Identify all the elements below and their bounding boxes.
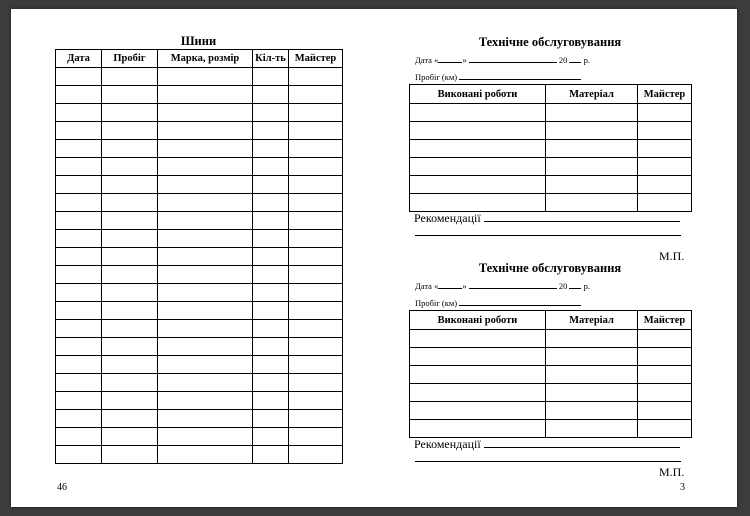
tyres-cell[interactable] (56, 68, 102, 86)
tyres-cell[interactable] (158, 338, 253, 356)
tyres-cell[interactable] (289, 68, 343, 86)
tyres-cell[interactable] (289, 266, 343, 284)
tyres-row (56, 392, 343, 410)
tyres-row (56, 446, 343, 464)
works-cell[interactable] (410, 122, 546, 140)
works-cell[interactable] (410, 158, 546, 176)
works-row (410, 330, 692, 348)
year-suffix: р. (583, 55, 590, 65)
tyres-row (56, 158, 343, 176)
tyres-cell[interactable] (289, 392, 343, 410)
works-cell[interactable] (410, 140, 546, 158)
tyres-row (56, 194, 343, 212)
works-cell[interactable] (546, 420, 638, 438)
works-cell[interactable] (638, 402, 692, 420)
tyres-cell[interactable] (289, 410, 343, 428)
tyres-cell[interactable] (253, 140, 289, 158)
tyres-cell[interactable] (102, 68, 158, 86)
works-cell[interactable] (410, 348, 546, 366)
tyres-cell[interactable] (289, 176, 343, 194)
tyres-cell[interactable] (158, 122, 253, 140)
tyres-cell[interactable] (102, 392, 158, 410)
tyres-cell[interactable] (289, 140, 343, 158)
tyres-row (56, 302, 343, 320)
works-row (410, 366, 692, 384)
tyres-cell[interactable] (56, 158, 102, 176)
works-cell[interactable] (546, 158, 638, 176)
works-cell[interactable] (546, 122, 638, 140)
tyres-cell[interactable] (56, 248, 102, 266)
column-header-master: Майстер (289, 50, 343, 68)
year-prefix: 20 (558, 55, 568, 65)
mileage-line-2 (415, 298, 581, 308)
tyres-cell[interactable] (56, 410, 102, 428)
tyres-cell[interactable] (102, 446, 158, 464)
works-cell[interactable] (410, 402, 546, 420)
recommendations-line-2 (414, 437, 680, 452)
tyres-row (56, 248, 343, 266)
tyres-cell[interactable] (56, 266, 102, 284)
column-header-works: Виконані роботи (410, 311, 546, 330)
works-cell[interactable] (546, 194, 638, 212)
tyres-cell[interactable] (158, 176, 253, 194)
tyres-row (56, 86, 343, 104)
recommendations-line-1 (414, 211, 680, 226)
tyres-cell[interactable] (158, 158, 253, 176)
tyres-cell[interactable] (158, 284, 253, 302)
works-cell[interactable] (410, 384, 546, 402)
tyres-cell[interactable] (253, 302, 289, 320)
tyres-cell[interactable] (56, 302, 102, 320)
tyres-header-row (56, 50, 343, 68)
tyres-row (56, 176, 343, 194)
tyres-cell[interactable] (253, 68, 289, 86)
tyres-cell[interactable] (289, 374, 343, 392)
tyres-cell[interactable] (158, 140, 253, 158)
works-table-2 (409, 310, 692, 438)
tyres-cell[interactable] (56, 338, 102, 356)
mileage-label: Пробіг (км) (415, 72, 458, 82)
column-header-material: Матеріал (546, 311, 638, 330)
works-cell[interactable] (546, 384, 638, 402)
works-cell[interactable] (638, 140, 692, 158)
tyres-cell[interactable] (253, 356, 289, 374)
tyres-cell[interactable] (102, 302, 158, 320)
tyres-cell[interactable] (158, 230, 253, 248)
year-prefix: 20 (558, 281, 568, 291)
tyres-cell[interactable] (56, 230, 102, 248)
works-cell[interactable] (546, 176, 638, 194)
works-cell[interactable] (546, 402, 638, 420)
tyres-cell[interactable] (102, 284, 158, 302)
tyres-cell[interactable] (289, 194, 343, 212)
tyres-cell[interactable] (253, 410, 289, 428)
works-row (410, 158, 692, 176)
tyres-cell[interactable] (158, 266, 253, 284)
tyres-cell[interactable] (289, 356, 343, 374)
works-row (410, 348, 692, 366)
works-cell[interactable] (410, 366, 546, 384)
tyres-row (56, 284, 343, 302)
works-cell[interactable] (546, 330, 638, 348)
works-cell[interactable] (638, 330, 692, 348)
column-header-brand-size: Марка, розмір (158, 50, 253, 68)
works-cell[interactable] (638, 194, 692, 212)
tyres-cell[interactable] (102, 140, 158, 158)
works-cell[interactable] (410, 104, 546, 122)
works-row (410, 140, 692, 158)
tyres-cell[interactable] (102, 356, 158, 374)
tyres-cell[interactable] (253, 86, 289, 104)
works-cell[interactable] (410, 420, 546, 438)
works-cell[interactable] (638, 122, 692, 140)
tyres-cell[interactable] (102, 248, 158, 266)
mileage-line-1 (415, 72, 581, 82)
tyres-cell[interactable] (56, 176, 102, 194)
tyres-cell[interactable] (158, 104, 253, 122)
tyres-cell[interactable] (56, 428, 102, 446)
tyres-cell[interactable] (289, 104, 343, 122)
tyres-cell[interactable] (253, 194, 289, 212)
recommendations-extra-line-1 (415, 235, 681, 236)
tyres-cell[interactable] (289, 338, 343, 356)
tyres-cell[interactable] (253, 104, 289, 122)
tyres-cell[interactable] (56, 104, 102, 122)
tyres-cell[interactable] (253, 158, 289, 176)
tyres-cell[interactable] (289, 320, 343, 338)
tyres-cell[interactable] (56, 392, 102, 410)
tyres-cell[interactable] (253, 392, 289, 410)
recommendations-label: Рекомендації (414, 211, 481, 225)
tyres-cell[interactable] (102, 338, 158, 356)
works-cell[interactable] (410, 194, 546, 212)
tyres-cell[interactable] (56, 320, 102, 338)
tyres-cell[interactable] (102, 194, 158, 212)
tyres-cell[interactable] (253, 176, 289, 194)
tyres-cell[interactable] (253, 248, 289, 266)
works-row (410, 402, 692, 420)
tyres-cell[interactable] (158, 446, 253, 464)
date-prefix: Дата « (415, 55, 439, 65)
tyres-row (56, 140, 343, 158)
service-title-2: Технічне обслуговування (478, 261, 622, 275)
tyres-cell[interactable] (158, 68, 253, 86)
works-row (410, 122, 692, 140)
tyres-cell[interactable] (102, 104, 158, 122)
stamp-label-2: М.П. (659, 465, 685, 479)
tyres-cell[interactable] (289, 158, 343, 176)
tyres-cell[interactable] (102, 176, 158, 194)
tyres-row (56, 230, 343, 248)
works-table-1 (409, 84, 692, 212)
tyres-cell[interactable] (102, 158, 158, 176)
tyres-cell[interactable] (289, 428, 343, 446)
tyres-row (56, 266, 343, 284)
tyres-cell[interactable] (253, 266, 289, 284)
tyres-cell[interactable] (56, 356, 102, 374)
works-row (410, 384, 692, 402)
tyres-cell[interactable] (56, 446, 102, 464)
works-cell[interactable] (638, 176, 692, 194)
works-cell[interactable] (638, 158, 692, 176)
tyres-cell[interactable] (56, 374, 102, 392)
works-cell[interactable] (638, 348, 692, 366)
tyres-row (56, 356, 343, 374)
tyres-cell[interactable] (158, 428, 253, 446)
tyres-cell[interactable] (253, 338, 289, 356)
column-header-master: Майстер (638, 85, 692, 104)
tyres-cell[interactable] (158, 320, 253, 338)
tyres-cell[interactable] (289, 284, 343, 302)
works-cell[interactable] (638, 366, 692, 384)
tyres-cell[interactable] (102, 230, 158, 248)
tyres-cell[interactable] (102, 266, 158, 284)
tyres-row (56, 374, 343, 392)
column-header-master: Майстер (638, 311, 692, 330)
works-row (410, 104, 692, 122)
tyres-row (56, 428, 343, 446)
works-cell[interactable] (546, 366, 638, 384)
tyres-cell[interactable] (102, 428, 158, 446)
works-cell[interactable] (410, 330, 546, 348)
tyres-cell[interactable] (102, 212, 158, 230)
date-mid: » (462, 281, 467, 291)
works-cell[interactable] (638, 104, 692, 122)
date-prefix: Дата « (415, 281, 439, 291)
service-title-1: Технічне обслуговування (478, 35, 622, 49)
tyres-cell[interactable] (102, 320, 158, 338)
tyres-row (56, 104, 343, 122)
tyres-cell[interactable] (158, 248, 253, 266)
tyres-cell[interactable] (56, 86, 102, 104)
tyres-cell[interactable] (253, 320, 289, 338)
tyres-cell[interactable] (289, 446, 343, 464)
tyres-cell[interactable] (56, 140, 102, 158)
tyres-cell[interactable] (102, 122, 158, 140)
tyres-cell[interactable] (253, 212, 289, 230)
tyres-body (56, 68, 343, 464)
tyres-cell[interactable] (253, 230, 289, 248)
column-header-quantity: Кіл-ть (253, 50, 289, 68)
tyres-cell[interactable] (158, 194, 253, 212)
date-line-1 (415, 55, 590, 65)
tyres-cell[interactable] (253, 374, 289, 392)
tyres-cell[interactable] (289, 248, 343, 266)
tyres-cell[interactable] (158, 86, 253, 104)
works-body-2 (410, 330, 692, 438)
works-header-row (410, 85, 692, 104)
tyres-row (56, 320, 343, 338)
tyres-row (56, 122, 343, 140)
tyres-cell[interactable] (289, 86, 343, 104)
tyres-cell[interactable] (289, 212, 343, 230)
tyres-cell[interactable] (253, 122, 289, 140)
tyres-cell[interactable] (253, 428, 289, 446)
tyres-cell[interactable] (158, 392, 253, 410)
tyres-table (55, 49, 343, 464)
tyres-row (56, 212, 343, 230)
works-cell[interactable] (546, 348, 638, 366)
works-row (410, 420, 692, 438)
tyres-cell[interactable] (56, 284, 102, 302)
tyres-cell[interactable] (56, 194, 102, 212)
stamp-label-1: М.П. (659, 249, 685, 263)
year-suffix: р. (583, 281, 590, 291)
works-header-row (410, 311, 692, 330)
tyres-cell[interactable] (158, 410, 253, 428)
tyres-cell[interactable] (102, 410, 158, 428)
works-cell[interactable] (546, 104, 638, 122)
tyres-cell[interactable] (289, 122, 343, 140)
tyres-cell[interactable] (102, 86, 158, 104)
tyres-cell[interactable] (158, 356, 253, 374)
date-line-2 (415, 281, 590, 291)
works-cell[interactable] (638, 384, 692, 402)
recommendations-extra-line-2 (415, 461, 681, 462)
tyres-cell[interactable] (253, 446, 289, 464)
works-cell[interactable] (546, 140, 638, 158)
column-header-works: Виконані роботи (410, 85, 546, 104)
recommendations-label: Рекомендації (414, 437, 481, 451)
date-mid: » (462, 55, 467, 65)
tyres-cell[interactable] (56, 212, 102, 230)
document-page (11, 9, 737, 507)
column-header-material: Матеріал (546, 85, 638, 104)
tyres-cell[interactable] (56, 122, 102, 140)
tyres-row (56, 410, 343, 428)
mileage-label: Пробіг (км) (415, 298, 458, 308)
works-row (410, 194, 692, 212)
tyres-cell[interactable] (158, 302, 253, 320)
works-row (410, 176, 692, 194)
tyres-cell[interactable] (158, 212, 253, 230)
page-number-left: 46 (57, 482, 67, 493)
tyres-cell[interactable] (289, 302, 343, 320)
tyres-title: Шини (180, 34, 217, 48)
tyres-row (56, 68, 343, 86)
tyres-cell[interactable] (102, 374, 158, 392)
tyres-cell[interactable] (289, 230, 343, 248)
column-header-date: Дата (56, 50, 102, 68)
tyres-row (56, 338, 343, 356)
tyres-cell[interactable] (253, 284, 289, 302)
works-cell[interactable] (410, 176, 546, 194)
page-number-right: 3 (680, 482, 685, 493)
column-header-mileage: Пробіг (102, 50, 158, 68)
works-body-1 (410, 104, 692, 212)
tyres-cell[interactable] (158, 374, 253, 392)
works-cell[interactable] (638, 420, 692, 438)
